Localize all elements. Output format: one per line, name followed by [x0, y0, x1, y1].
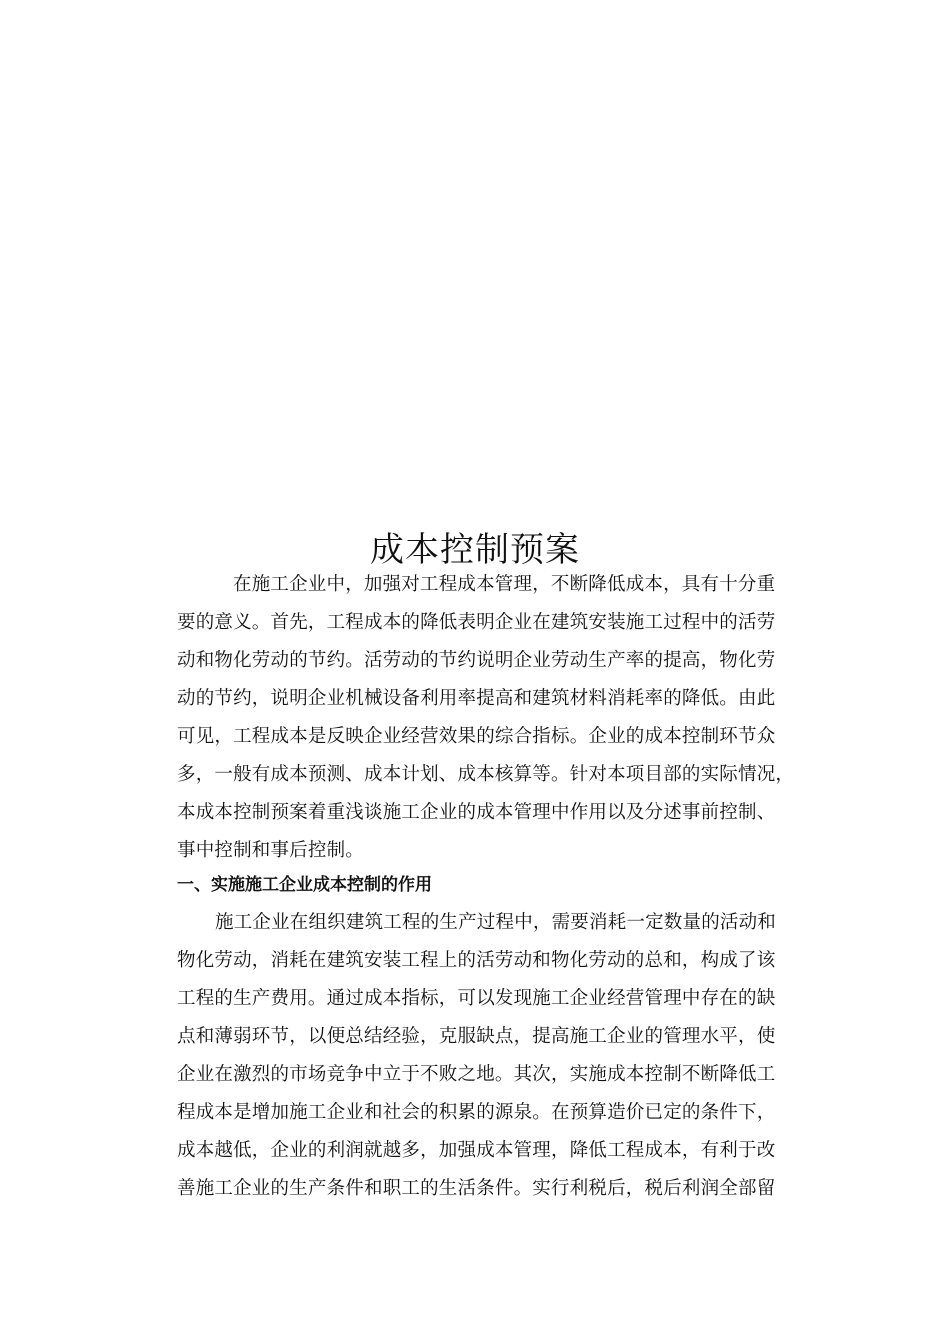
section-line: 企业在激烈的市场竞争中立于不败之地。其次，实施成本控制不断降低工 [177, 1064, 776, 1085]
section-line: 善施工企业的生产条件和职工的生活条件。实行利税后，税后利润全部留 [177, 1178, 776, 1199]
intro-line: 动和物化劳动的节约。活劳动的节约说明企业劳动生产率的提高，物化劳 [177, 650, 776, 671]
section-line: 物化劳动，消耗在建筑安装工程上的活劳动和物化劳动的总和，构成了该 [177, 950, 776, 971]
intro-line: 动的节约，说明企业机械设备利用率提高和建筑材料消耗率的降低。由此 [177, 688, 776, 709]
intro-line: 多，一般有成本预测、成本计划、成本核算等。针对本项目部的实际情况， [177, 764, 795, 785]
section-line: 工程的生产费用。通过成本指标，可以发现施工企业经营管理中存在的缺 [177, 988, 776, 1009]
section-line: 点和薄弱环节，以便总结经验，克服缺点，提高施工企业的管理水平，使 [177, 1026, 776, 1047]
section-line: 成本越低，企业的利润就越多，加强成本管理，降低工程成本，有利于改 [177, 1140, 776, 1161]
intro-line: 事中控制和事后控制。 [177, 840, 365, 861]
section-line: 施工企业在组织建筑工程的生产过程中，需要消耗一定数量的活动和 [215, 912, 777, 933]
section-line: 程成本是增加施工企业和社会的积累的源泉。在预算造价已定的条件下， [177, 1102, 776, 1123]
intro-line: 可见，工程成本是反映企业经营效果的综合指标。企业的成本控制环节众 [177, 726, 776, 747]
intro-line: 本成本控制预案着重浅谈施工企业的成本管理中作用以及分述事前控制、 [177, 802, 776, 823]
document-title: 成本控制预案 [370, 530, 580, 570]
intro-line: 要的意义。首先，工程成本的降低表明企业在建筑安装施工过程中的活劳 [177, 612, 776, 633]
intro-line: 在施工企业中，加强对工程成本管理，不断降低成本，具有十分重 [233, 574, 776, 595]
section-heading: 一、实施施工企业成本控制的作用 [177, 875, 432, 895]
